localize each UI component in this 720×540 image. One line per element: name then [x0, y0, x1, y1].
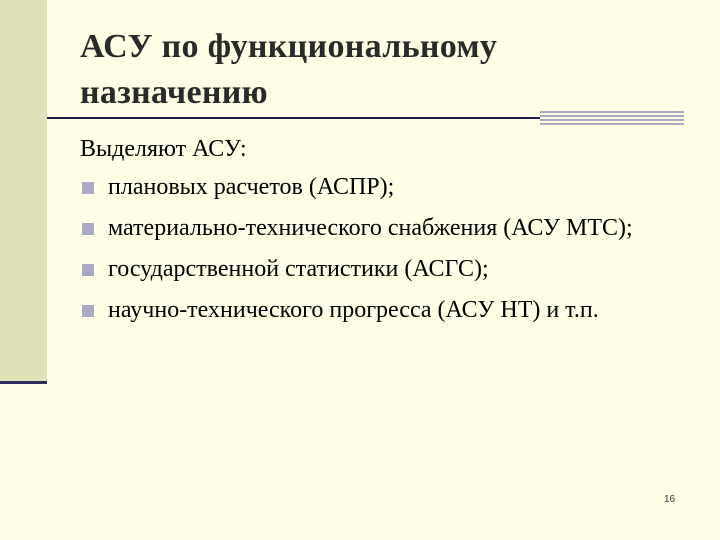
slide-body: [80, 133, 700, 335]
square-bullet-icon: [82, 182, 94, 194]
slide-title-line-1: АСУ по функциональному: [80, 28, 498, 65]
list-item-text: научно-технического прогресса (АСУ НТ) и т.п.: [108, 297, 599, 323]
slide-title-line-2: назначению: [80, 74, 268, 111]
square-bullet-icon: [82, 223, 94, 235]
slide-title: [80, 24, 680, 116]
list-item: [80, 253, 700, 285]
square-bullet-icon: [82, 264, 94, 276]
title-divider-pattern: [540, 111, 684, 125]
side-bar-underline: [0, 381, 47, 384]
square-bullet-icon: [82, 305, 94, 317]
bullet-list: [80, 171, 700, 326]
list-item-text: материально-технического снабжения (АСУ МТС);: [108, 215, 633, 241]
list-item: [80, 171, 700, 203]
list-item-text: государственной статистики (АСГС);: [108, 256, 489, 282]
side-bar-decoration: [0, 0, 47, 383]
list-item: [80, 294, 700, 326]
list-item: [80, 212, 700, 244]
lead-text: Выделяют АСУ:: [80, 136, 247, 162]
page-number: 16: [664, 494, 676, 505]
list-item-text: плановых расчетов (АСПР);: [108, 174, 395, 200]
